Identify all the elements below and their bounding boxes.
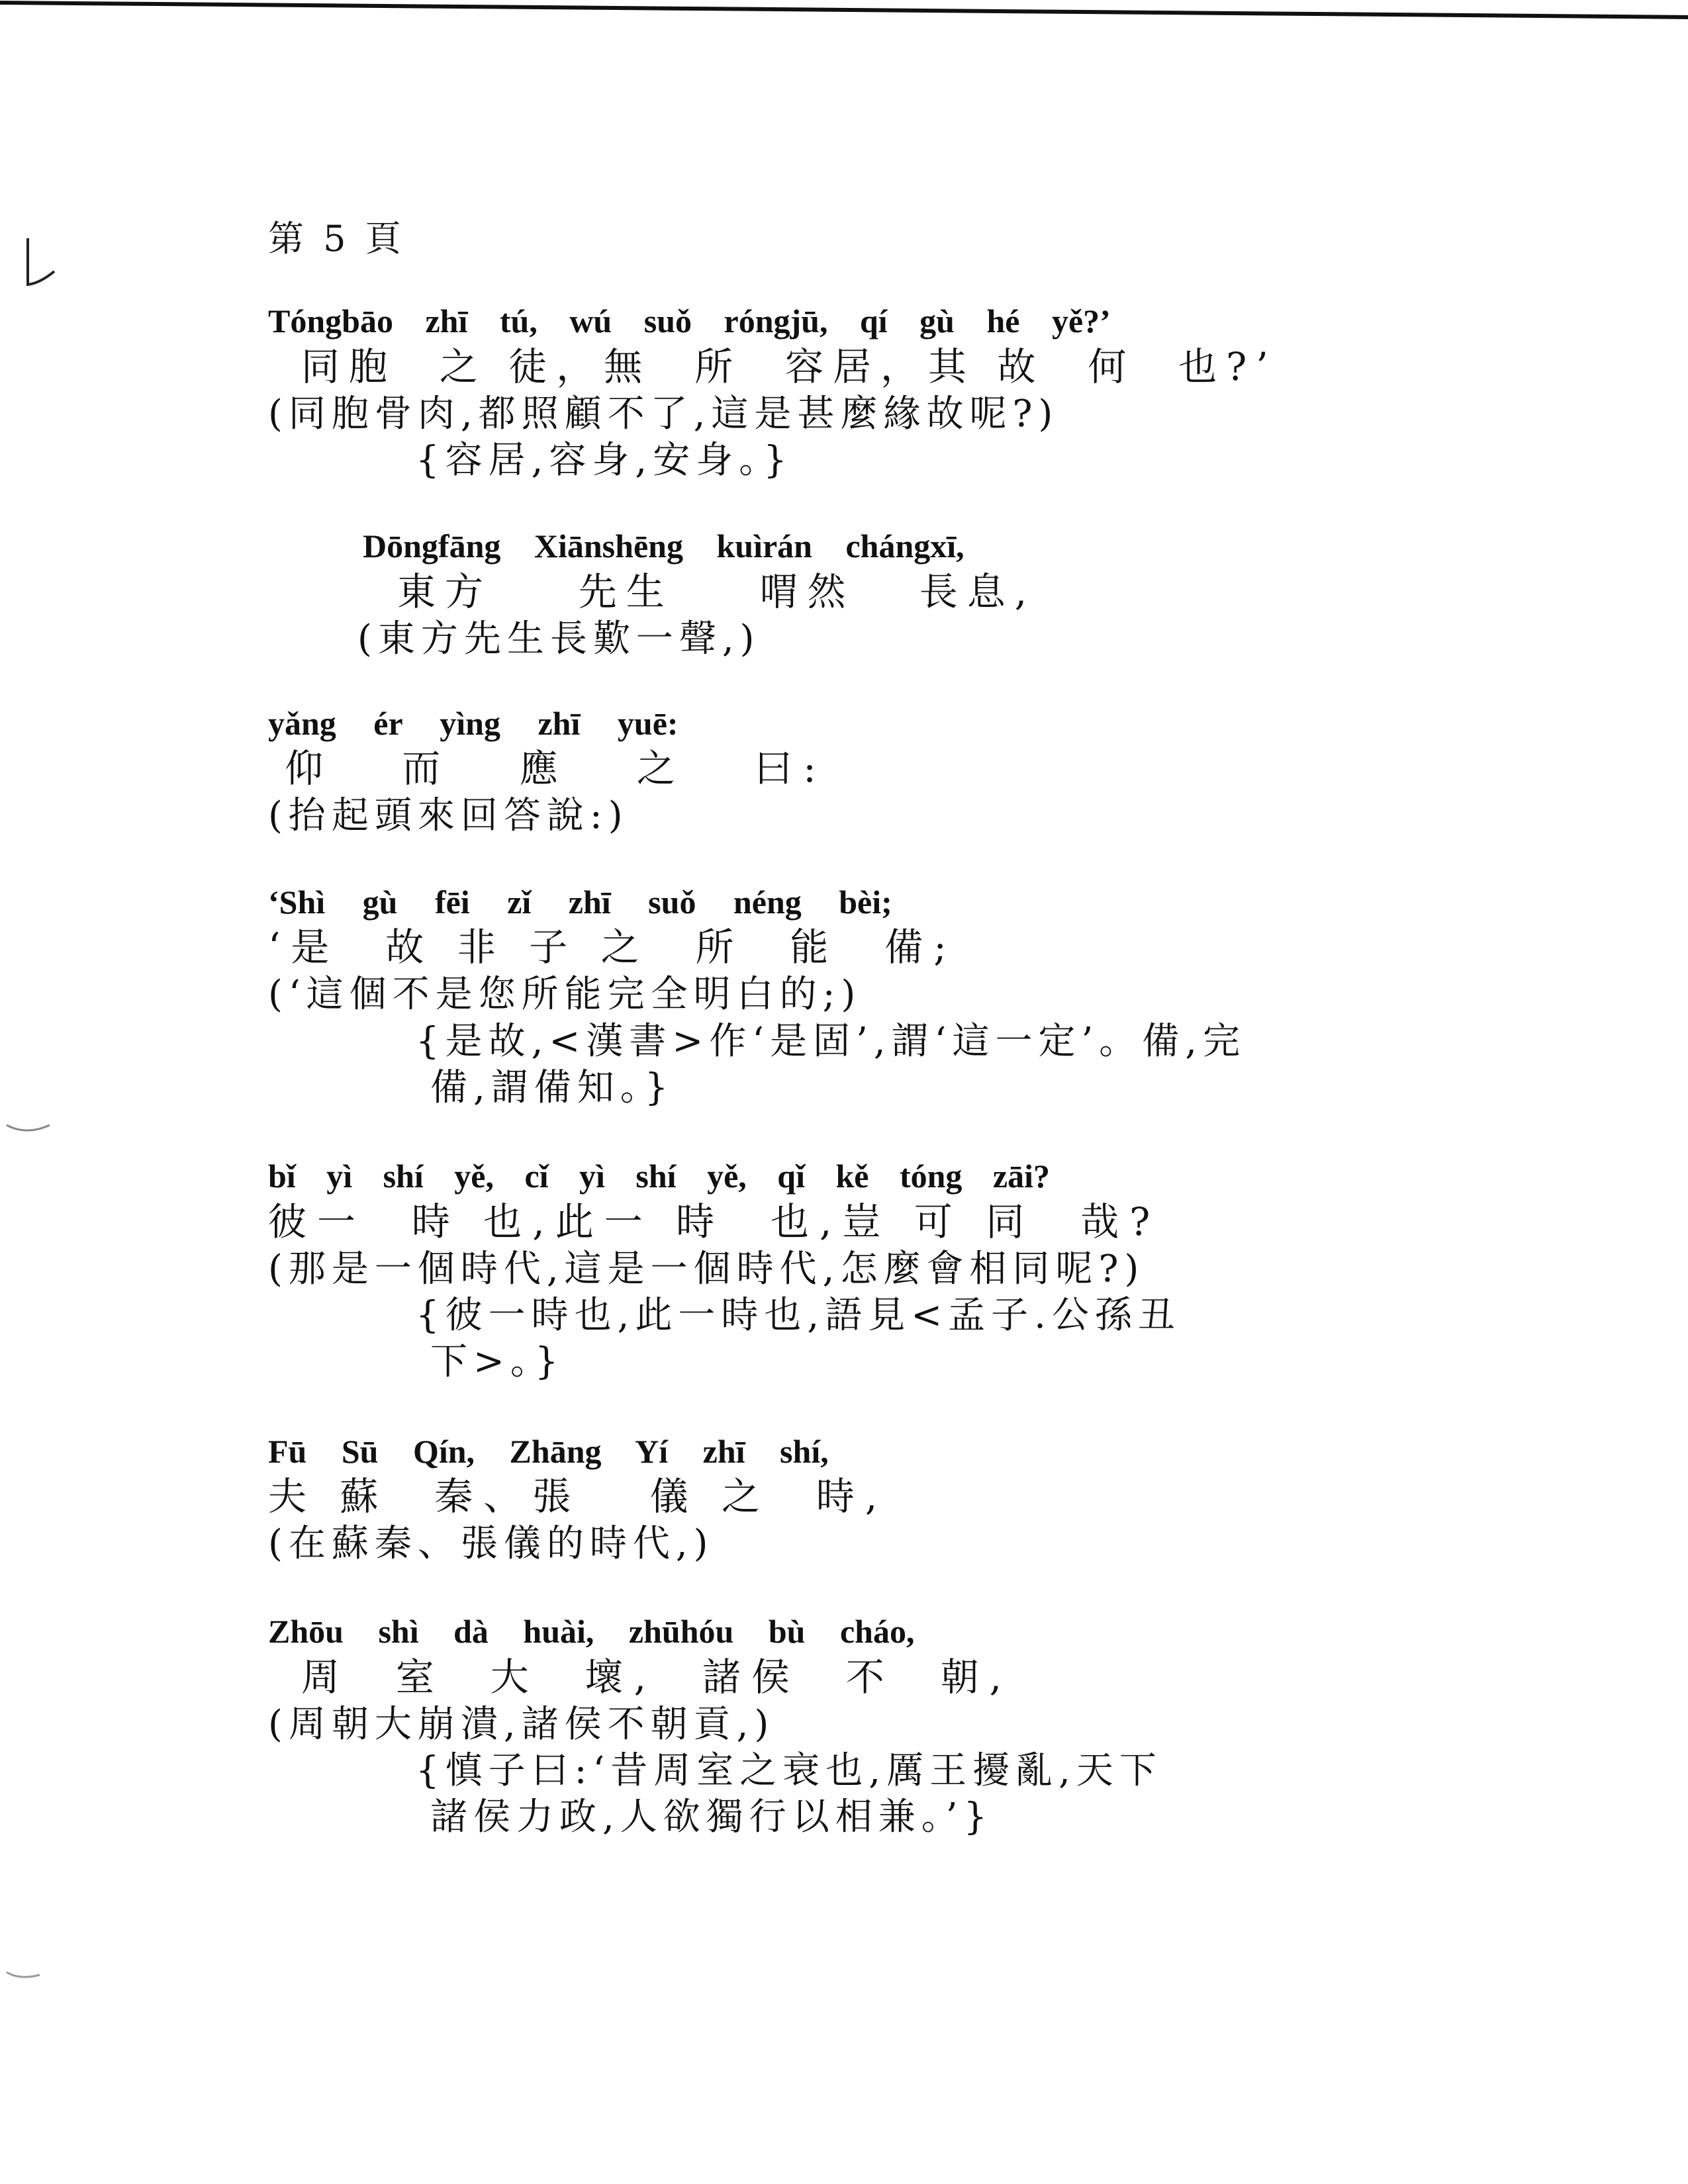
pinyin-line: Fū Sū Qín, Zhāng Yí zhī shí, bbox=[268, 1433, 829, 1470]
hanzi-line: 仰 而 應 之 曰: bbox=[285, 746, 827, 791]
scan-top-edge-line bbox=[0, 0, 1688, 20]
hanzi-line: 東方 先生 喟然 長息, bbox=[397, 569, 1037, 614]
translation-line: (那是一個時代,這是一個時代,怎麼會相同呢?) bbox=[268, 1248, 1145, 1291]
pinyin-line: yǎng ér yìng zhī yuē: bbox=[268, 705, 679, 742]
hanzi-line: 同胞 之 徒，無 所 容居，其 故 何 也?’ bbox=[301, 344, 1278, 389]
note-line: 諸侯力政,人欲獨行以相兼。’} bbox=[430, 1796, 994, 1839]
translation-line: (‘這個不是您所能完全明白的;) bbox=[268, 973, 862, 1016]
note-line: {慎子曰:‘昔周室之衰也,厲王擾亂,天下 bbox=[416, 1749, 1162, 1792]
hanzi-line: 周 室 大 壞, 諸侯 不 朝, bbox=[301, 1655, 1013, 1700]
translation-line: (在蘇秦、張儀的時代,) bbox=[268, 1522, 714, 1565]
hanzi-line: 彼一 時 也,此一 時 也,豈 可 同 哉? bbox=[268, 1199, 1161, 1244]
translation-line: (周朝大崩潰,諸侯不朝貢,) bbox=[268, 1703, 775, 1746]
pinyin-line: ‘Shì gù fēi zǐ zhī suǒ néng bèi; bbox=[268, 884, 892, 921]
pinyin-line: Zhōu shì dà huài, zhūhóu bù cháo, bbox=[268, 1613, 915, 1650]
note-line: 下>。} bbox=[430, 1340, 565, 1383]
translation-line: (同胞骨肉,都照顧不了,這是甚麼緣故呢?) bbox=[268, 392, 1059, 435]
pinyin-line: Tóngbāo zhī tú, wú suǒ róngjū, qí gù hé yě?’ bbox=[268, 302, 1111, 340]
note-line: {容居,容身,安身。} bbox=[416, 439, 793, 482]
note-line: {彼一時也,此一時也,語見<孟子.公孫丑 bbox=[416, 1294, 1181, 1337]
note-line: 備,謂備知。} bbox=[430, 1066, 675, 1109]
scan-left-margin-marks bbox=[0, 0, 79, 2184]
hanzi-line: ‘是 故 非 子 之 所 能 備; bbox=[268, 925, 957, 970]
note-line: {是故,<漢書>作‘是固’,謂‘這一定’。備,完 bbox=[416, 1020, 1246, 1063]
pinyin-line: bǐ yì shí yě, cǐ yì shí yě, qǐ kě tóng zāi? bbox=[268, 1158, 1051, 1195]
translation-line: (東方先生長歎一聲,) bbox=[357, 617, 761, 660]
page-number: 第 5 頁 bbox=[268, 218, 405, 259]
pinyin-line: Dōngfāng Xiānshēng kuìrán chángxī, bbox=[363, 527, 964, 565]
hanzi-line: 夫 蘇 秦、張 儀 之 時, bbox=[268, 1474, 888, 1519]
translation-line: (抬起頭來回答說:) bbox=[268, 794, 629, 837]
